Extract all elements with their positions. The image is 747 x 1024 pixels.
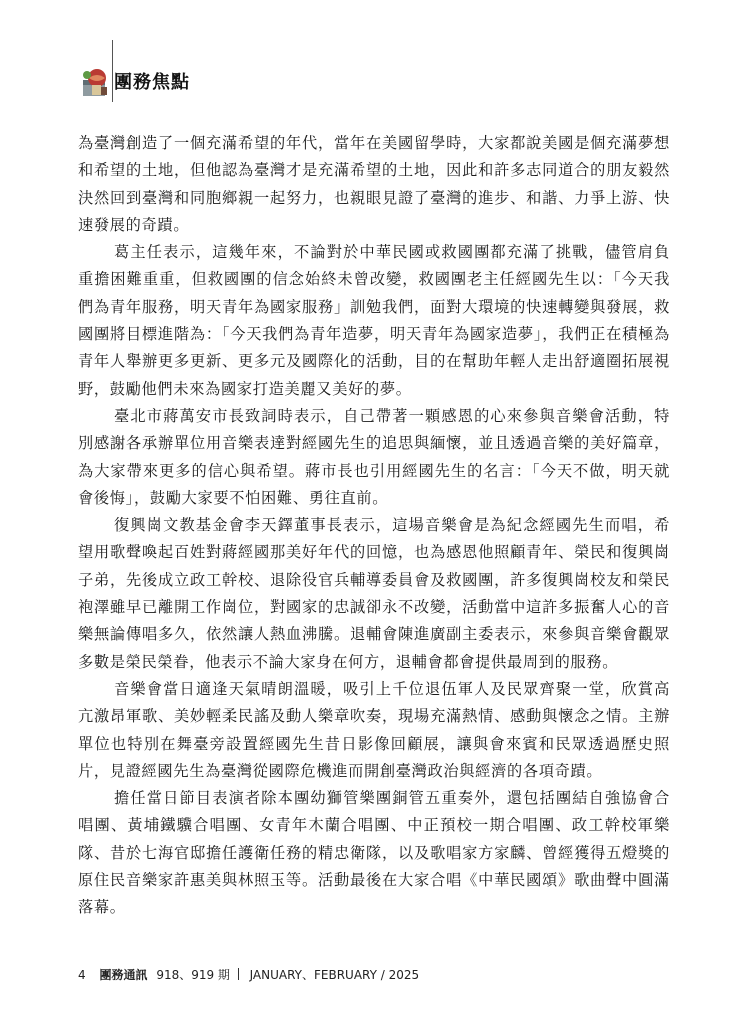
article-paragraph: 葛主任表示，這幾年來，不論對於中華民國或救國團都充滿了挑戰，儘管肩負重擔困難重重，但救國團的信念始終未曾改變，救國團老主任經國先生以：「今天我們為青年服務，明天青年為國家服務」訓勉我們，面對大環境的快速轉變與發展，救國團將目標進階為：「今天我們為青年造夢，明天青年為國家造夢」，我們正在積極為青年人舉辦更多更新、更多元及國際化的活動，目的在幫助年輕人走出舒適圈拓展視野，鼓勵他們未來為國家打造美麗又美好的夢。 [78, 243, 670, 398]
issue-number: 918、919 期 [156, 968, 230, 982]
globe-logo-icon [80, 66, 112, 98]
article-paragraph: 為臺灣創造了一個充滿希望的年代，當年在美國留學時，大家都說美國是個充滿夢想和希望的土地，但他認為臺灣才是充滿希望的土地，因此和許多志同道合的朋友毅然決然回到臺灣和同胞鄉親一起努力，也親眼見證了臺灣的進步、和諧、力爭上游、快速發展的奇蹟。 [78, 134, 670, 234]
article-paragraph: 音樂會當日適逢天氣晴朗溫暖，吸引上千位退伍軍人及民眾齊聚一堂，欣賞高亢激昂軍歌、美妙輕柔民謠及動人樂章吹奏，現場充滿熱情、感動與懷念之情。主辦單位也特別在舞臺旁設置經國先生昔日影像回顧展，讓與會來賓和民眾透過歷史照片，見證經國先生為臺灣從國際危機進而開創臺灣政治與經濟的各項奇蹟。 [78, 679, 670, 780]
magazine-title: 團務通訊 [99, 968, 148, 982]
page-footer [78, 966, 419, 983]
footer-divider [238, 968, 239, 980]
page-number: 4 [78, 968, 86, 982]
article-body [78, 130, 670, 922]
article-paragraph: 臺北市蔣萬安市長致詞時表示，自己帶著一顆感恩的心來參與音樂會活動，特別感謝各承辦單位用音樂表達對經國先生的追思與緬懷，並且透過音樂的美好篇章，為大家帶來更多的信心與希望。蔣市長也引用經國先生的名言：「今天不做，明天就會後悔」，鼓勵大家要不怕困難、勇往直前。 [78, 406, 670, 507]
header-divider-line [112, 40, 113, 102]
article-paragraph: 擔任當日節目表演者除本團幼獅管樂團銅管五重奏外，還包括團結自強協會合唱團、黃埔鐵驥合唱團、女青年木蘭合唱團、中正預校一期合唱團、政工幹校軍樂隊、昔於七海官邸擔任護衛任務的精忠衛隊，以及歌唱家方家麟、曾經獲得五燈獎的原住民音樂家許惠美與林照玉等。活動最後在大家合唱《中華民國頌》歌曲聲中圓滿落幕。 [78, 789, 670, 917]
page-header [78, 40, 278, 102]
article-paragraph: 復興崗文教基金會李天鐸董事長表示，這場音樂會是為紀念經國先生而唱，希望用歌聲喚起百姓對蔣經國那美好年代的回憶，也為感恩他照顧青年、榮民和復興崗子弟，先後成立政工幹校、退除役官兵輔導委員會及救國團，許多復興崗校友和榮民袍澤雖早已離開工作崗位，對國家的忠誠卻永不改變，活動當中這許多振奮人心的音樂無論傳唱多久，依然讓人熱血沸騰。退輔會陳進廣副主委表示，來參與音樂會觀眾多數是榮民榮眷，他表示不論大家身在何方，退輔會都會提供最周到的服務。 [78, 516, 670, 671]
issue-date: JANUARY、FEBRUARY / 2025 [249, 968, 420, 982]
section-title: 團務焦點 [114, 72, 190, 93]
